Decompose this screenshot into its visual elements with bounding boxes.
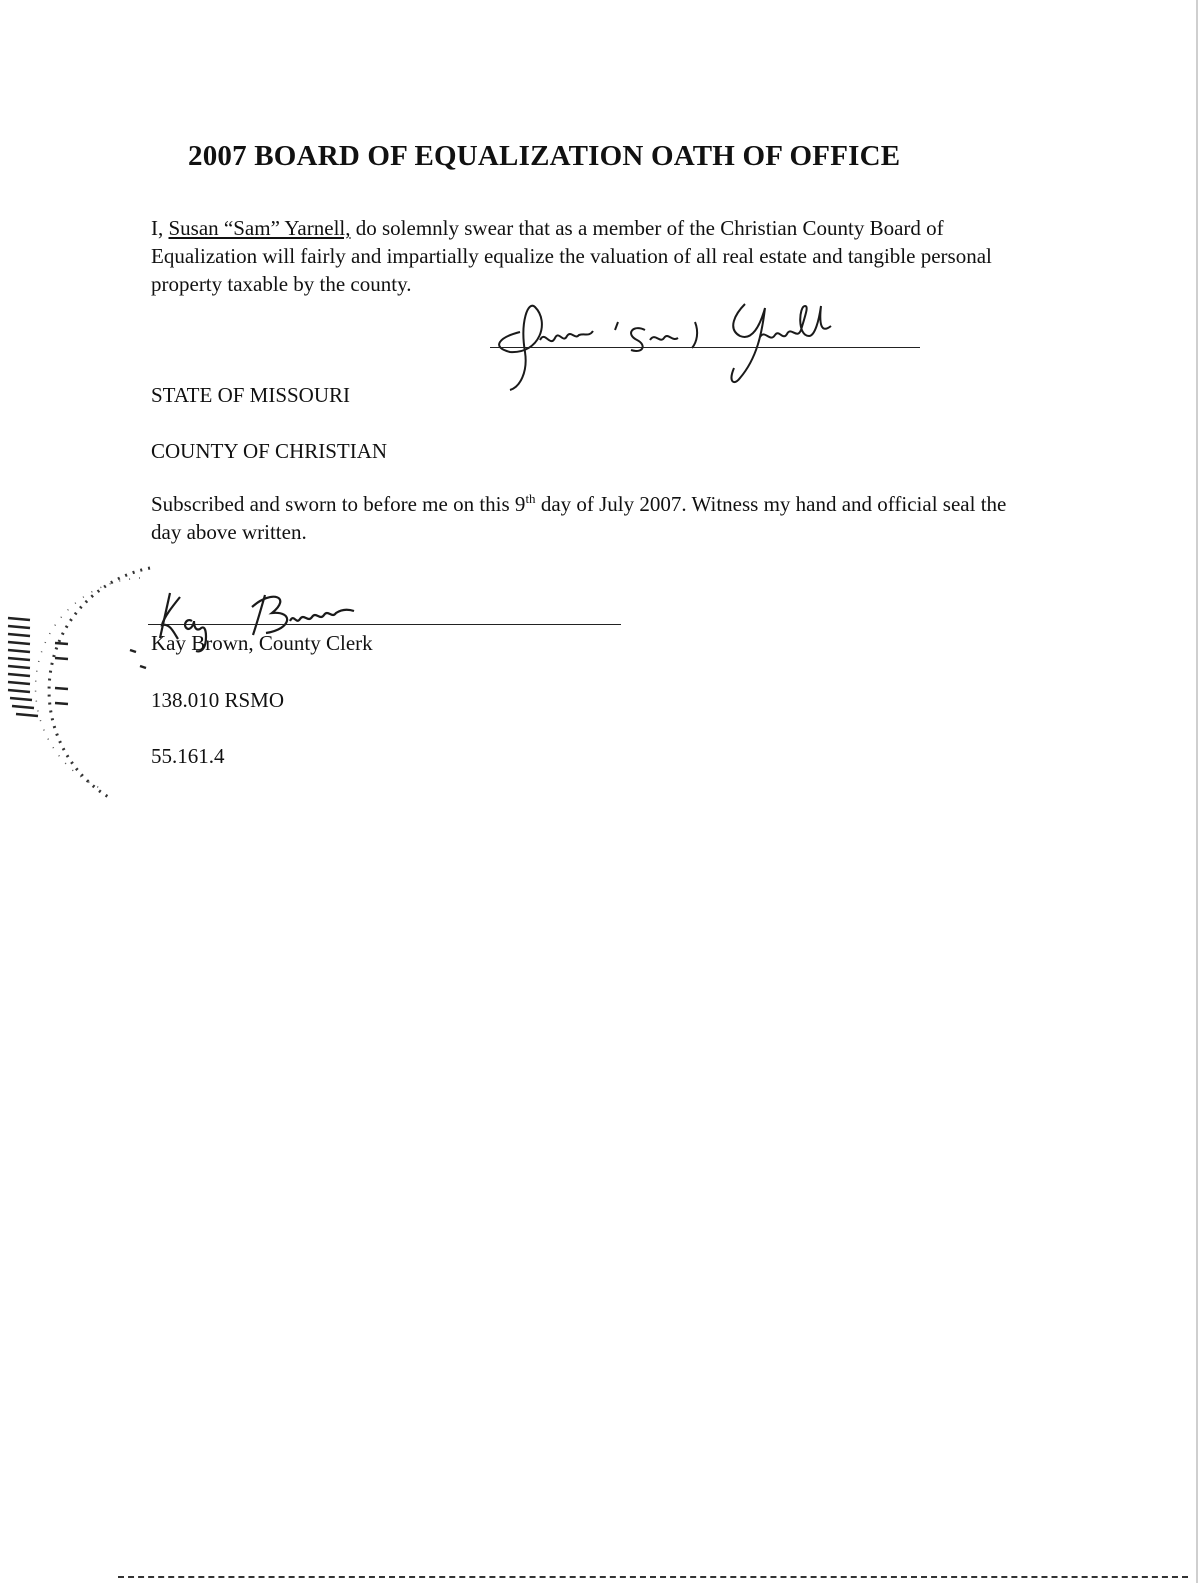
day-ordinal: th [525,491,536,506]
state-line: STATE OF MISSOURI [151,383,351,407]
reference-code: 55.161.4 [151,744,225,768]
oath-paragraph [151,214,1031,298]
document-title: 2007 BOARD OF EQUALIZATION OATH OF OFFICE [188,140,901,172]
statute-reference: 138.010 RSMO [151,688,285,712]
subscribed-after: day of July 2007. Witness my hand and official seal the day above written. [151,492,1007,544]
oath-body: do solemnly swear that as a member of the Christian County Board of Equalization will fairly and impartially equalize the valuation of all real estate and tangible personal property taxable by the county. [151,216,992,296]
county-line: COUNTY OF CHRISTIAN [151,439,388,463]
oath-prefix: I, [151,216,169,240]
scan-right-edge [1196,0,1198,1583]
subscribed-paragraph [151,490,1031,546]
clerk-signature-line [148,624,621,625]
member-signature-line [490,347,920,348]
member-name: Susan “Sam” Yarnell, [168,216,351,240]
subscribed-before: Subscribed and sworn to before me on this 9 [151,492,526,516]
scan-bottom-edge [118,1576,1188,1578]
clerk-name-line: Kay Brown, County Clerk [151,631,373,655]
member-signature [480,292,860,392]
